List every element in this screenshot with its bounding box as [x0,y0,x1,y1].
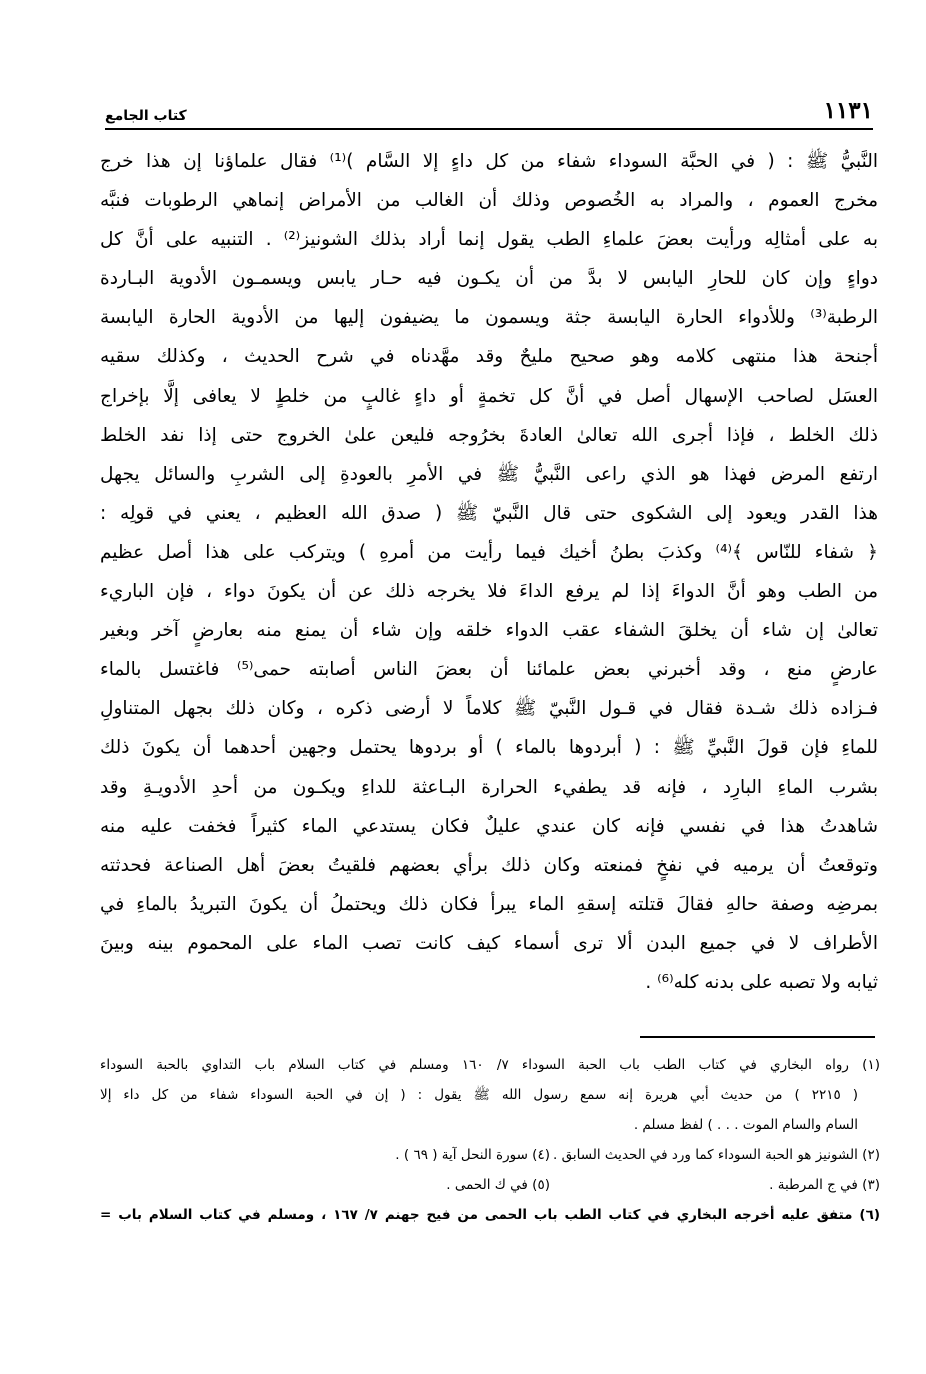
footnote-row-3-5 [100,1170,880,1200]
text-line: للماءِ فإن قولَ النَّبيِّ ﷺ : ( أبردوها بالماء ) أو بردوها يحتمل وجهين أحدهما أن يكونَ ذلك [100,737,878,759]
main-text [100,142,878,1022]
text-line: الأطراف لا في جميع البدن ألا ترى أسماء كيف كانت تصب الماء على المحموم بينه وبينَ [100,932,878,954]
text-line: بمرضِه وصفة حالهِ فقالَ قتلته إسقهِ الماء يبرأ فكان ذلك ويحتملُ أن يكونَ التبريدُ بالماءِ في [100,893,878,915]
text-line: فـزاده ذلك شـدة فقال في قـول النَّبيّ ﷺ كلاماً لا أرضى ذكره ، وكان ذلك بجهل المتناولِ [100,698,878,720]
page-header [105,86,873,124]
footnote-row-2-4 [100,1140,880,1170]
text-line: أجنحة هذا منتهى كلامه وهو صحيح مليحٌ وقد مهَّدناه في شرح الحديث ، وكذلك سقيه [100,346,878,368]
text-line: تعالىٰ إن شاء أن يخلقَ الشفاء عقب الدواء خلقه وإن شاء أن يمنع منه بعارضٍ آخر وبغير [100,620,878,642]
text-line: ارتفع المرض فهذا هو الذي راعى النَّبيُّ ﷺ في الأمرِ بالعودةِ إلى الشربِ والسائل يجهل [100,463,878,485]
text-line: عارضٍ منع ، وقد أخبرني بعض علمائنا أن بعضَ الناس أصابته حمى⁽⁵⁾ فاغتسل بالماء [100,659,878,681]
text-line: الرطبة⁽³⁾ وللأدواء الحارة اليابسة جثة ويسمون ما يضيفون إليها من الأدوية الحارة اليابسة [100,307,878,329]
text-line: به على أمثالِه ورأيت بعضَ علماءِ الطب يقول إنما أراد بذلك الشونيز⁽²⁾ . التنبيه على أنَّ كل [100,229,878,251]
footnote-4: (٤) سورة النحل آية ( ٦٩ ) . [395,1147,550,1163]
text-line: هذا القدر ويعود إلى الشكوى حتى قال النَّبيّ ﷺ ( صدق الله العظيم ، يعني في قولِه : [100,502,878,524]
text-line: ﴿ شفاء للنّاس ﴾⁽⁴⁾ وكذبَ بطنُ أخيك فيما رأيت من أمرهِ ) ويتركب على هذا أصل عظيم [100,541,878,563]
footnote-1-line-2: ( ٢٢١٥ ) من حديث أبي هريرة إنه سمع رسول الله ﷺ يقول : ( إن في الحبة السوداء شفاء من كل داء إلا [100,1087,858,1103]
footnotes [100,1050,880,1240]
footnote-rule [640,1036,875,1038]
header-rule [105,128,873,130]
text-line: العسَل لصاحب الإسهال أصل في أنَّ كل تخمةٍ أو داءٍ غالبٍ من خلطٍ لا يعافى إلَّا بإخراج [100,385,878,407]
text-line: من الطب وهو أنَّ الدواءَ إذا لم يرفع الداءَ فلا يخرجه ذلك عن أن يكونَ دواء ، فإن الباريء [100,581,878,603]
footnote-1-line-1: (١) رواه البخاري في كتاب الطب باب الحبة السوداء ٧/ ١٦٠ ومسلم في كتاب السلام باب التداوي بالحبة السوداء [100,1057,880,1073]
text-line: مخرج العموم ، والمراد به الخُصوص وذلك أن الغالب من الأمراض إنماهي الرطوبات فنبَّه [100,190,878,212]
text-line: وتوقعتُ أن يرميه في نفخٍ فمنعته وكان ذلك برأي بعضهم فلقيتُ بعضَ أهل الصناعة فحدثته [100,854,878,876]
text-line: ثيابه ولا تصبه على بدنه كله⁽⁶⁾ . [645,971,878,993]
footnote-5: (٥) في ك الحمى . [446,1177,550,1193]
footnote-3: (٣) في ج المرطبة . [769,1177,880,1193]
text-line: ذلك الخلط ، فإذا أجرى الله تعالىٰ العادةَ بخرُوجه فليعن علىٰ الخروج حتى إذا نفد الخلط [100,424,878,446]
text-line: دواءٍ وإن كان للحارِ اليابس لا بدَّ من أن يكـون فيه حـار يابس ويسمـون الأدوية البـاردة [100,268,878,290]
text-line: شاهدتُ هذا في نفسي فإنه كان عندي عليلٌ فكان يستدعي الماء كثيراً فخفت عليه منه [100,815,878,837]
footnote-2: (٢) الشونيز هو الحبة السوداء كما ورد في الحديث السابق . [553,1147,880,1163]
footnote-1-line-3: السام والسام الموت . . . ) لفظ مسلم . [633,1117,858,1133]
book-title: كتاب الجامع [105,108,187,124]
page-number: ١١٣١ [823,97,873,124]
footnote-6: (٦) متفق عليه أخرجه البخاري في كتاب الطب باب الحمى من فيح جهنم ٧/ ١٦٧ ، ومسلم في كتاب السلام باب = [100,1207,880,1223]
text-line: النَّبيُّ ﷺ : ( في الحبَّة السوداء شفاء من كل داءٍ إلا السَّام )⁽¹⁾ فقال علماؤنا إن هذا خرج [100,151,878,172]
text-line: بشرب الماءِ البارِد ، فإنه قد يطفيء الحرارة البـاعثة للداءِ ويكـون من أحدِ الأدويـةِ وقد [100,776,878,798]
